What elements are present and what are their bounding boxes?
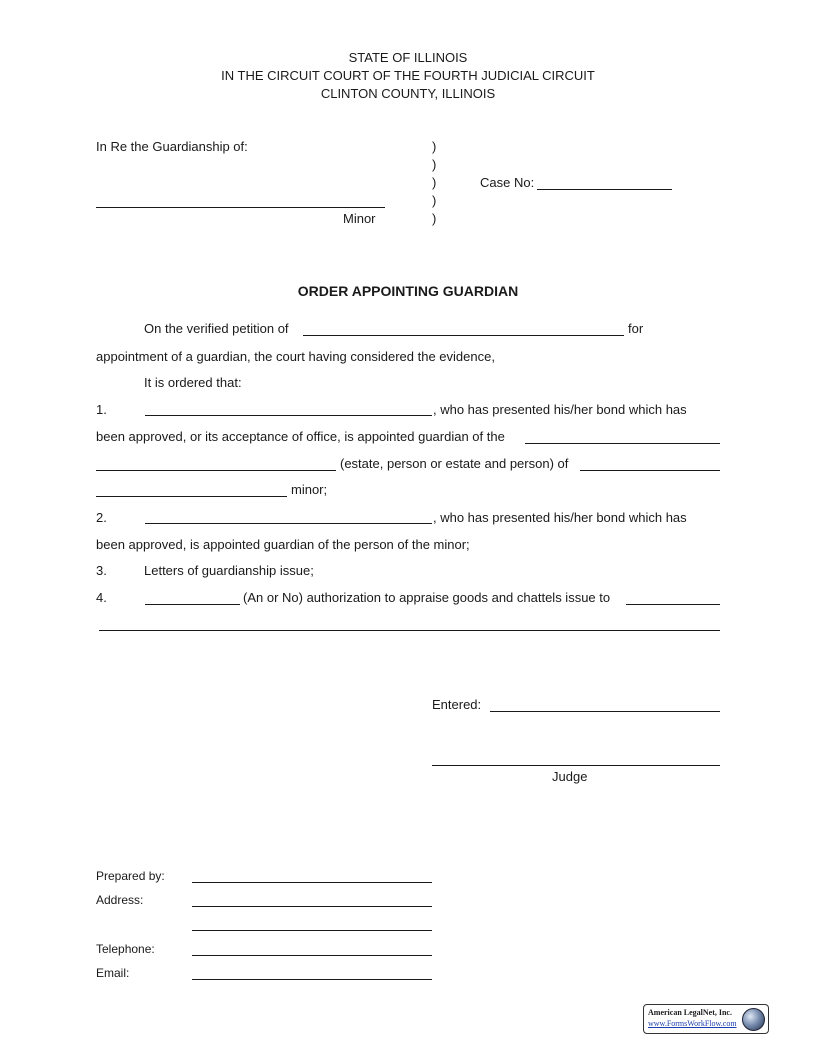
judge-signature-line[interactable] [432,765,720,766]
page-title: ORDER APPOINTING GUARDIAN [297,283,519,299]
in-re-label: In Re the Guardianship of: [96,139,248,154]
petitioner-line[interactable] [303,335,624,336]
item3-text: Letters of guardianship issue; [144,563,314,578]
entered-label: Entered: [432,697,482,712]
minor-label: Minor [343,211,376,226]
case-no-line[interactable] [537,189,672,190]
an-or-no-line[interactable] [145,604,240,605]
telephone-line[interactable] [192,955,432,956]
item-number-4: 4. [96,590,107,605]
address-line-2[interactable] [192,930,432,931]
ward-line-2[interactable] [580,470,720,471]
caption-paren: ) [432,157,437,172]
header-state: STATE OF ILLINOIS [348,50,468,65]
appraiser-line[interactable] [626,604,720,605]
for-text: for [628,321,644,336]
item4-text: (An or No) authorization to appraise goods and chattels issue to [243,590,611,605]
petition-text-2: appointment of a guardian, the court having considered the evidence, [96,349,495,364]
minor-line[interactable] [96,496,287,497]
ordered-text: It is ordered that: [144,375,242,390]
item1-text-d: minor; [291,482,328,497]
header-court: IN THE CIRCUIT COURT OF THE FOURTH JUDICIAL CIRCUIT [221,68,595,83]
address-line-1[interactable] [192,906,432,907]
appraiser-line-cont[interactable] [99,630,720,631]
caption-paren: ) [432,211,437,226]
logo-company-name: American LegalNet, Inc. [648,1008,732,1017]
caption-paren: ) [432,139,437,154]
item-number-1: 1. [96,402,107,417]
case-no-label: Case No: [480,175,535,190]
company-logo[interactable] [643,1004,769,1034]
prepared-by-label: Prepared by: [96,869,165,883]
item2-text-a: , who has presented his/her bond which has [433,510,687,525]
globe-icon [742,1008,765,1031]
item1-text-c: (estate, person or estate and person) of [340,456,569,471]
address-label: Address: [96,893,144,907]
caption-paren: ) [432,193,437,208]
item1-text-b: been approved, or its acceptance of office, is appointed guardian of the [96,429,505,444]
header-county: CLINTON COUNTY, ILLINOIS [320,86,496,101]
entered-date-line[interactable] [490,711,720,712]
caption-paren: ) [432,175,437,190]
prepared-by-line[interactable] [192,882,432,883]
item1-text-a: , who has presented his/her bond which has [433,402,687,417]
guardian-name-line-2[interactable] [145,523,432,524]
ward-line-1[interactable] [525,443,720,444]
logo-url-link[interactable]: www.FormsWorkFlow.com [648,1019,737,1028]
telephone-label: Telephone: [96,942,155,956]
item-number-2: 2. [96,510,107,525]
guardian-name-line-1[interactable] [145,415,432,416]
petition-text: On the verified petition of [144,321,289,336]
minor-name-line[interactable] [96,207,385,208]
item2-text-b: been approved, is appointed guardian of the person of the minor; [96,537,470,552]
item-number-3: 3. [96,563,107,578]
judge-label: Judge [552,769,588,784]
email-line[interactable] [192,979,432,980]
estate-type-line[interactable] [96,470,336,471]
email-label: Email: [96,966,130,980]
